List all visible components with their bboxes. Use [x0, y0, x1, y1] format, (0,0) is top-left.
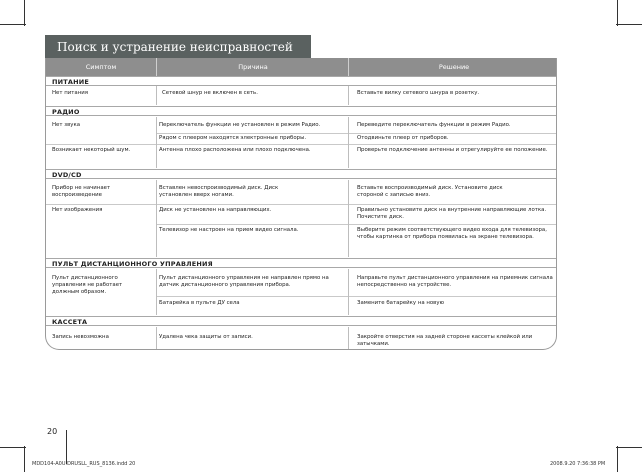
- crop-mark: [616, 24, 642, 25]
- page-title: Поиск и устранение неисправностей: [45, 35, 311, 59]
- dvd-symptom-2: Нет изображения: [52, 207, 103, 213]
- power-solution: Вставьте вилку сетевого шнура в розетку.: [357, 90, 480, 96]
- radio-cause-1b: Рядом с плеером находятся электронные приборы.: [159, 135, 307, 141]
- section-remote: ПУЛЬТ ДИСТАНЦИОННОГО УПРАВЛЕНИЯ: [46, 258, 556, 268]
- column-divider: [348, 327, 349, 350]
- dvd-solution-2a: Правильно установите диск на внутренние направляющие лотка. Почистите диск.: [357, 207, 547, 220]
- crop-mark: [24, 446, 25, 472]
- radio-solution-2: Проверьте подключение антенны и отрегулируйте ее положение.: [357, 147, 548, 153]
- remote-cause-b: Батарейка в пульте ДУ села: [159, 300, 240, 306]
- remote-cause-a: Пульт дистанционного управления не направлен прямо на датчик дистанционного управления прибора.: [159, 275, 329, 288]
- remote-solution-a: Направьте пульт дистанционного управления на приемник сигнала непосредственно на устройстве.: [357, 275, 553, 288]
- radio-cause-2: Антенна плохо расположена или плохо подключена.: [159, 147, 311, 153]
- section-radio: РАДИО: [46, 106, 556, 116]
- column-divider: [348, 117, 349, 168]
- section-power: ПИТАНИЕ: [46, 76, 556, 86]
- dvd-solution-1: Вставьте воспроизводимый диск. Установите диск стороной с записью вниз.: [357, 185, 503, 198]
- cassette-symptom: Запись невозможна: [52, 334, 109, 340]
- dvd-solution-2b: Выберите режим соответствующего видео входа для телевизора, чтобы картинка от прибора появилась на экране телевизора.: [357, 227, 547, 240]
- cassette-solution: Закройте отверстия на задней стороне кассеты клейкой или затычками.: [357, 334, 533, 347]
- radio-symptom-2: Возникает некоторый шум.: [52, 147, 131, 153]
- dvd-cause-2b: Телевизор не настроен на прием видео сигнала.: [159, 227, 299, 233]
- cassette-cause: Удалена чека защиты от записи.: [159, 334, 253, 340]
- section-cassette: КАССЕТА: [46, 316, 556, 326]
- radio-cause-1a: Переключатель функции не установлен в режим Радио.: [159, 122, 321, 128]
- radio-solution-1a: Переведите переключатель функции в режим Радио.: [357, 122, 511, 128]
- row-divider: [156, 296, 557, 297]
- crop-mark: [24, 0, 25, 26]
- column-divider: [156, 117, 157, 168]
- column-symptom: Симптом: [85, 63, 117, 71]
- dvd-symptom-1: Прибор не начинает воспроизведение: [52, 185, 111, 198]
- radio-symptom-1: Нет звука: [52, 122, 81, 128]
- column-divider: [156, 86, 157, 105]
- row-divider: [46, 204, 557, 205]
- crop-mark: [616, 447, 642, 448]
- column-divider: [156, 269, 157, 315]
- column-divider: [348, 180, 349, 257]
- power-symptom: Нет питания: [52, 90, 88, 96]
- troubleshooting-table: [45, 58, 557, 350]
- column-divider: [348, 86, 349, 105]
- page-number: 20: [47, 427, 58, 436]
- row-divider: [156, 224, 557, 225]
- column-divider: [348, 269, 349, 315]
- crop-mark: [0, 447, 26, 448]
- page-rule: [66, 430, 67, 464]
- crop-mark: [617, 446, 618, 472]
- row-divider: [156, 133, 557, 134]
- footer-timestamp: 2008.9.20 7:36:38 PM: [550, 461, 606, 467]
- crop-mark: [617, 0, 618, 26]
- column-solution: Решение: [348, 58, 557, 76]
- dvd-cause-2a: Диск не установлен на направляющих.: [159, 207, 272, 213]
- dvd-cause-1: Вставлен невоспроизводимый диск. Диск установлен вверх ногами.: [159, 185, 279, 198]
- section-dvd-cd: DVD/CD: [46, 169, 556, 179]
- power-cause: Сетевой шнур не включен в сеть.: [162, 90, 258, 96]
- remote-solution-b: Замените батарейку на новую: [357, 300, 445, 306]
- footer-file-name: MDD104-A0U.DRUSLL_RUS_8136.indd 20: [32, 461, 136, 467]
- remote-symptom: Пульт дистанционного управления не работает должным образом.: [52, 275, 123, 295]
- crop-mark: [0, 24, 26, 25]
- column-divider: [156, 327, 157, 350]
- column-divider: [156, 180, 157, 257]
- table-header: [46, 58, 556, 76]
- row-divider: [46, 144, 557, 145]
- column-cause: Причина: [156, 58, 349, 76]
- radio-solution-1b: Отодвиньте плеер от приборов.: [357, 135, 449, 141]
